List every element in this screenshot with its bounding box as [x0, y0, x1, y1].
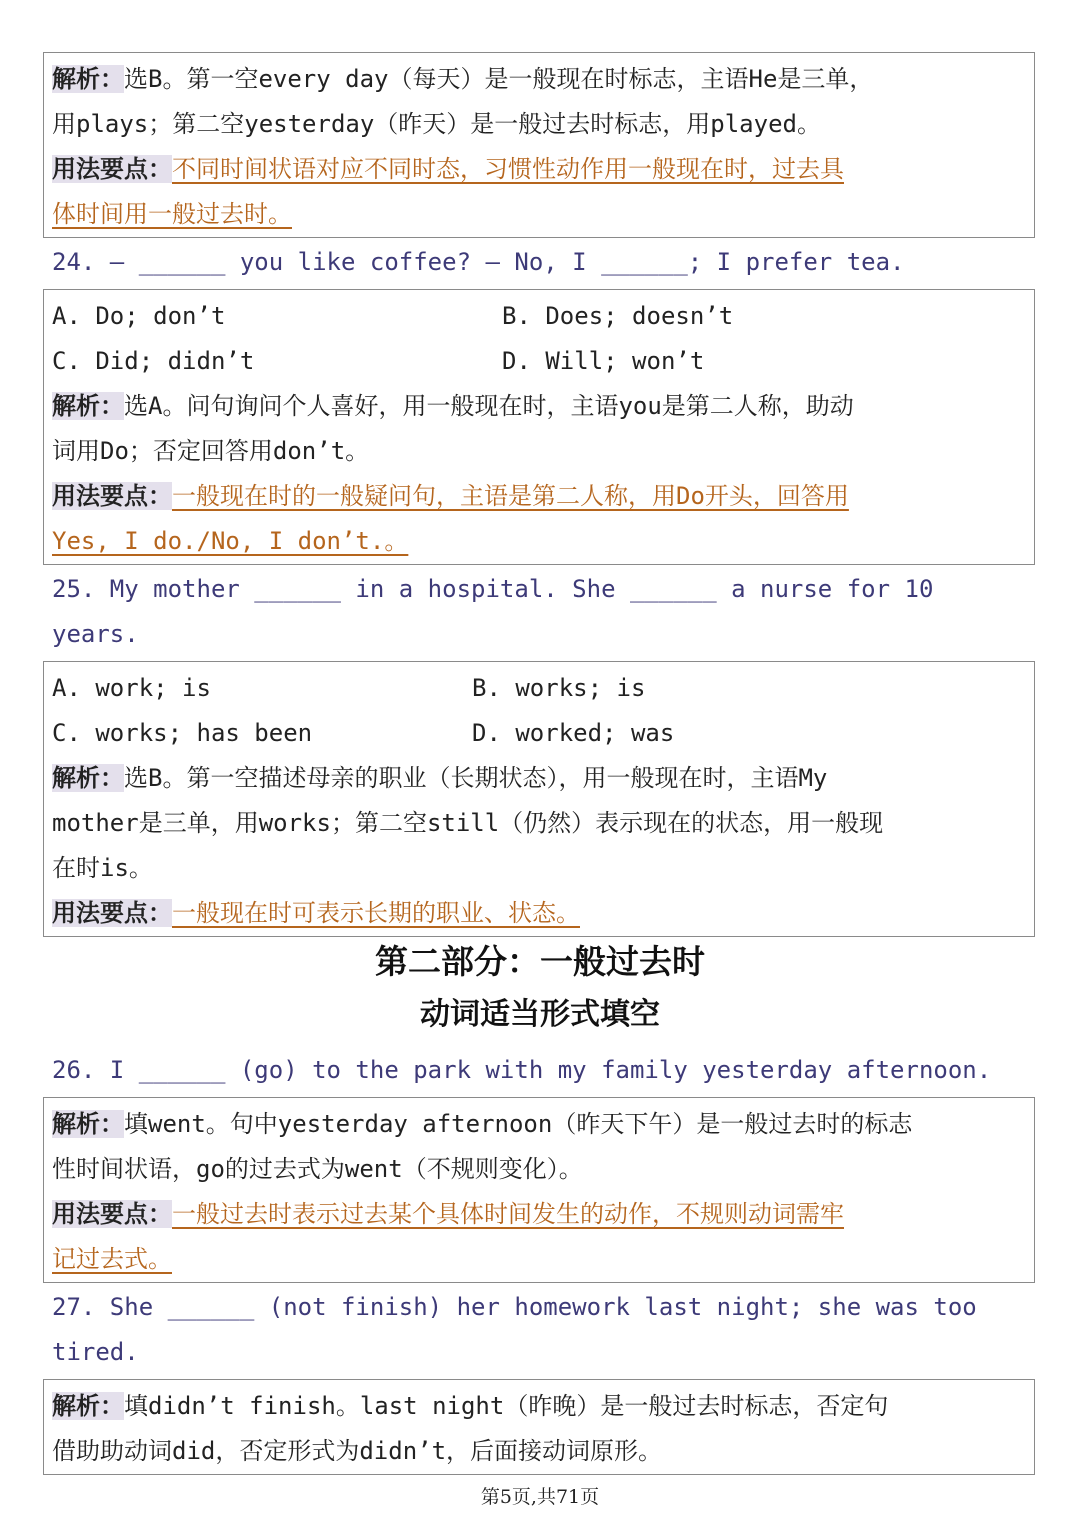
usage-label: 用法要点： — [52, 899, 172, 927]
analysis-text: 性时间状语，go的过去式为went（不规则变化）。 — [52, 1155, 583, 1183]
question-27-line2: tired. — [52, 1338, 139, 1366]
analysis-text: mother是三单，用works；第二空still（仍然）表示现在的状态，用一般现 — [52, 809, 884, 837]
usage-text: 体时间用一般过去时。 — [52, 200, 292, 228]
analysis-text: 词用Do；否定回答用don’t。 — [52, 437, 370, 465]
usage-text: 一般现在时可表示长期的职业、状态。 — [172, 899, 580, 927]
analysis-text: 借助助动词did，否定形式为didn’t，后面接动词原形。 — [52, 1437, 663, 1465]
analysis-label: 解析： — [52, 1392, 124, 1420]
option-d: D. Will; won’t — [502, 347, 705, 375]
analysis-text: 填went。句中yesterday afternoon（昨天下午）是一般过去时的标志 — [124, 1110, 913, 1138]
usage-label: 用法要点： — [52, 1200, 172, 1228]
usage-text: Yes, I do./No, I don’t.。 — [52, 527, 409, 555]
answer-box-24 — [43, 289, 1035, 565]
usage-label: 用法要点： — [52, 482, 172, 510]
option-a: A. work; is — [52, 674, 211, 702]
analysis-label: 解析： — [52, 65, 124, 93]
question-25-line2: years. — [52, 620, 139, 648]
option-d: D. worked; was — [472, 719, 675, 747]
question-24: 24. — ______ you like coffee? — No, I ______; I prefer tea. — [52, 248, 905, 276]
analysis-label: 解析： — [52, 1110, 124, 1138]
answer-box-27 — [43, 1379, 1035, 1475]
usage-text: 不同时间状语对应不同时态，习惯性动作用一般现在时，过去具 — [172, 155, 844, 183]
usage-text: 一般现在时的一般疑问句，主语是第二人称，用Do开头，回答用 — [172, 482, 849, 510]
option-a: A. Do; don’t — [52, 302, 226, 330]
option-b: B. works; is — [472, 674, 646, 702]
question-25-line1: 25. My mother ______ in a hospital. She ______ a nurse for 10 — [52, 575, 934, 603]
answer-box-25 — [43, 661, 1035, 937]
analysis-text: 选B。第一空every day（每天）是一般现在时标志，主语He是三单， — [124, 65, 874, 93]
usage-text: 一般过去时表示过去某个具体时间发生的动作，不规则动词需牢 — [172, 1200, 844, 1228]
usage-text: 记过去式。 — [52, 1245, 172, 1273]
analysis-text: 选B。第一空描述母亲的职业（长期状态），用一般现在时，主语My — [124, 764, 828, 792]
option-b: B. Does; doesn’t — [502, 302, 734, 330]
analysis-label: 解析： — [52, 392, 124, 420]
section-title: 第二部分：一般过去时 — [375, 942, 705, 981]
option-c: C. works; has been — [52, 719, 313, 747]
answer-box-26 — [43, 1097, 1035, 1283]
option-c: C. Did; didn’t — [52, 347, 255, 375]
page-number: 第5页,共71页 — [480, 1486, 600, 1508]
question-26: 26. I ______ (go) to the park with my family yesterday afternoon. — [52, 1056, 992, 1084]
analysis-text: 用plays；第二空yesterday（昨天）是一般过去时标志，用played。 — [52, 110, 821, 138]
question-27-line1: 27. She ______ (not finish) her homework last night; she was too — [52, 1293, 977, 1321]
analysis-box-23 — [43, 52, 1035, 238]
analysis-text: 在时is。 — [52, 854, 153, 882]
analysis-text: 填didn’t finish。last night（昨晚）是一般过去时标志，否定句 — [124, 1392, 889, 1420]
analysis-text: 选A。问句询问个人喜好，用一般现在时，主语you是第二人称，助动 — [124, 392, 854, 420]
section-subtitle: 动词适当形式填空 — [420, 997, 660, 1032]
usage-label: 用法要点： — [52, 155, 172, 183]
analysis-label: 解析： — [52, 764, 124, 792]
